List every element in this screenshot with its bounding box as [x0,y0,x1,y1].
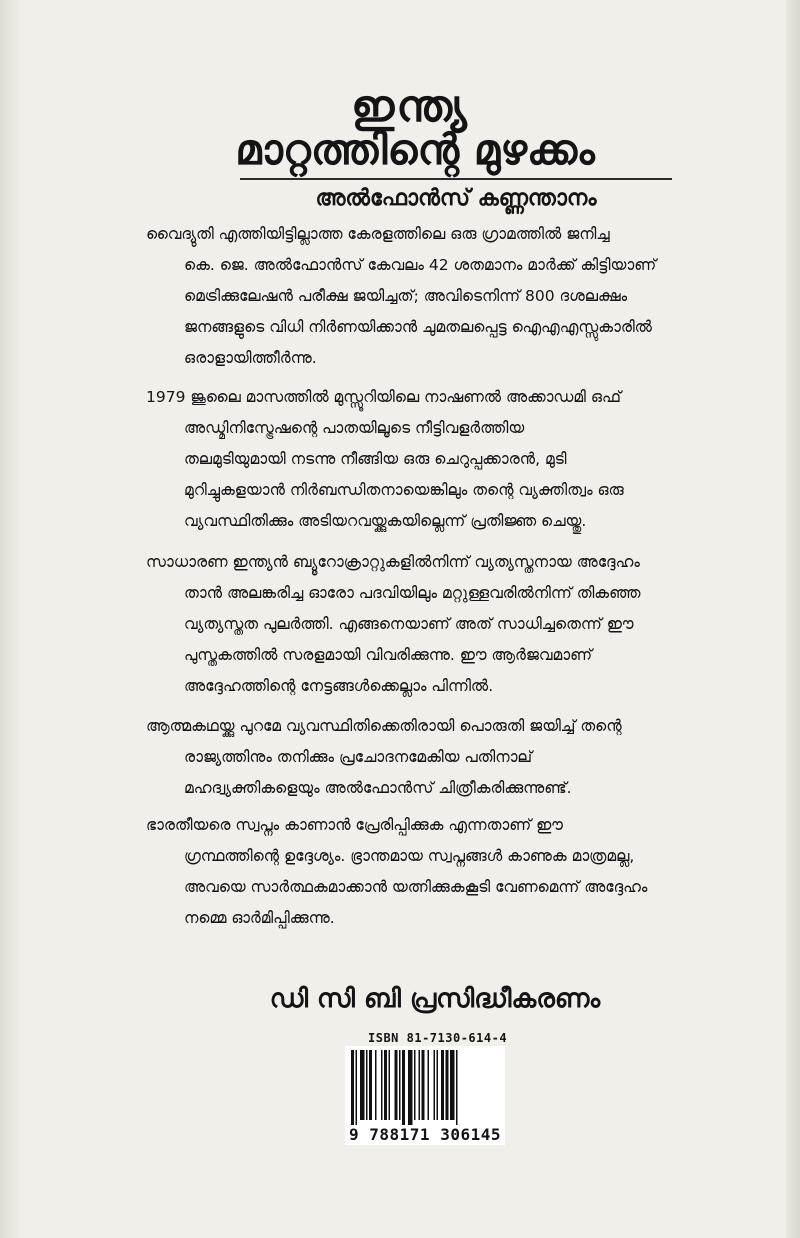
publisher-name: ഡി സി ബി പ്രസിദ്ധീകരണം [269,984,601,1014]
blurb-line: വ്യത്യസ്തത പുലർത്തി. എങ്ങനെയാണ് അത് സാധിച്ചതെന്ന് ഈ [184,615,634,633]
blurb-paragraph-1 [146,219,746,374]
blurb-paragraph-3 [146,547,746,702]
blurb-line: മുറിച്ചുകളയാൻ നിർബന്ധിതനായെങ്കിലും തന്റെ വ്യക്തിത്വം ഒരു [184,481,624,499]
blurb-line: ജനങ്ങളുടെ വിധി നിർണയിക്കാൻ ചുമതലപ്പെട്ട ഐഎഎസ്സുകാരിൽ [184,318,652,336]
blurb-paragraph-2 [146,382,746,537]
blurb-paragraph-5 [146,810,746,934]
blurb-line: മഹദ്വ്യക്തികളെയും അൽഫോൻസ് ചിത്രീകരിക്കുന്നുണ്ട്. [184,779,572,797]
blurb-line: ഭാരതീയരെ സ്വപ്നം കാണാൻ പ്രേരിപ്പിക്കുക എന്നതാണ് ഈ [146,816,563,834]
blurb-line: നമ്മെ ഓർമിപ്പിക്കുന്നു. [184,909,335,927]
blurb-paragraph-4 [146,711,746,804]
barcode [345,1046,505,1136]
blurb-line: വൈദ്യുതി എത്തിയിട്ടില്ലാത്ത കേരളത്തിലെ ഒരു ഗ്രാമത്തിൽ ജനിച്ച [146,225,610,243]
blurb-line: ആത്മകഥയ്ക്കു പുറമേ വ്യവസ്ഥിതിക്കെതിരായി പൊരുതി ജയിച്ച് തന്റെ [146,717,622,735]
blurb-line: ഒരാളായിത്തീർന്നു. [184,349,317,367]
barcode-number: 9 788171 306145 [345,1125,505,1145]
cover-right-edge [786,0,800,1238]
blurb-line: തലമുടിയുമായി നടന്നു നീങ്ങിയ ഒരു ചെറുപ്പക്കാരൻ, മുടി [184,450,567,468]
blurb-line: രാജ്യത്തിനും തനിക്കും പ്രചോദനമേകിയ പതിനാല് [184,748,533,766]
isbn-text: ISBN 81-7130-614-4 [368,1031,508,1045]
blurb-line: അഡ്മിനിസ്ട്രേഷന്റെ പാതയിലൂടെ നീട്ടിവളർത്തിയ [184,419,525,437]
cover-left-edge [0,0,22,1238]
book-title-line2: മാറ്റത്തിന്റെ മുഴക്കം [235,125,595,174]
blurb-line: 1979 ജൂലൈ മാസത്തിൽ മുസ്സൂറിയിലെ നാഷണൽ അക്കാഡമി ഒഫ് [146,388,622,406]
blurb-line: ഗ്രന്ഥത്തിന്റെ ഉദ്ദേശ്യം. ഭ്രാന്തമായ സ്വപ്നങ്ങൾ കാണുക മാത്രമല്ല, [184,847,635,865]
book-title-line1: ഇന്ത്യ [351,81,469,132]
title-divider [240,178,672,180]
blurb-line: അവയെ സാർത്ഥകമാക്കാൻ യത്നിക്കുകകൂടി വേണമെന്ന് അദ്ദേഹം [184,878,648,896]
blurb-line: പുസ്തകത്തിൽ സരളമായി വിവരിക്കുന്നു. ഈ ആർജവമാണ് [184,646,593,664]
blurb-line: വ്യവസ്ഥിതിക്കും അടിയറവയ്ക്കുകയില്ലെന്ന് പ്രതിജ്ഞ ചെയ്തു. [184,512,587,530]
barcode-bars [345,1046,505,1126]
blurb-line: താൻ അലങ്കരിച്ച ഓരോ പദവിയിലും മറ്റുള്ളവരിൽനിന്ന് തികഞ്ഞ [184,584,641,602]
blurb-line: കെ. ജെ. അൽഫോൻസ് കേവലം 42 ശതമാനം മാർക്ക് കിട്ടിയാണ് [184,256,657,274]
author-name: അൽഫോൻസ് കണ്ണന്താനം [315,186,597,211]
blurb-line: മെട്രിക്കുലേഷൻ പരീക്ഷ ജയിച്ചത്; അവിടെനിന്ന് 800 ദശലക്ഷം [184,287,628,305]
blurb-line: സാധാരണ ഇന്ത്യൻ ബ്യൂറോക്രാറ്റുകളിൽനിന്ന് വ്യത്യസ്തനായ അദ്ദേഹം [146,553,640,571]
blurb-line: അദ്ദേഹത്തിന്റെ നേട്ടങ്ങൾക്കെല്ലാം പിന്നിൽ. [184,677,494,695]
